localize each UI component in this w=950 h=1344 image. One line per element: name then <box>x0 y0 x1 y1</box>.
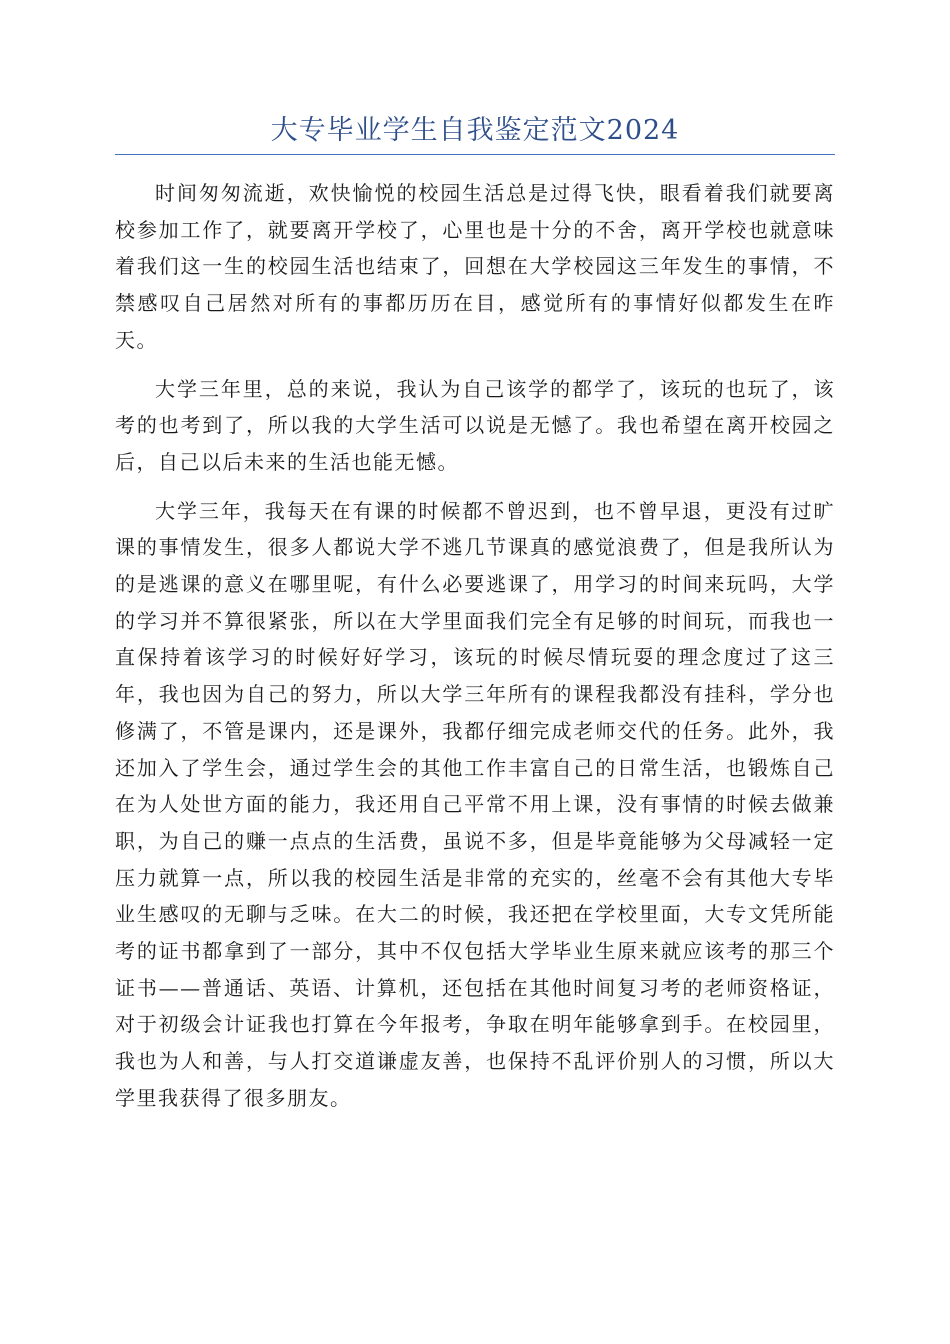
document-title: 大专毕业学生自我鉴定范文2024 <box>270 115 680 146</box>
paragraph-1: 时间匆匆流逝，欢快愉悦的校园生活总是过得飞快，眼看着我们就要离校参加工作了，就要离开学校了，心里也是十分的不舍，离开学校也就意味着我们这一生的校园生活也结束了，回想在大学校园这三年发生的事情，不禁感叹自己居然对所有的事都历历在目，感觉所有的事情好似都发生在昨天。 <box>115 181 835 352</box>
title-underline <box>115 154 835 155</box>
paragraph-3: 大学三年，我每天在有课的时候都不曾迟到，也不曾早退，更没有过旷课的事情发生，很多人都说大学不逃几节课真的感觉浪费了，但是我所认为的是逃课的意义在哪里呢，有什么必要逃课了，用学习的时间来玩吗，大学的学习并不算很紧张，所以在大学里面我们完全有足够的时间玩，而我也一直保持着该学习的时候好好学习，该玩的时候尽情玩耍的理念度过了这三年，我也因为自己的努力，所以大学三年所有的课程我都没有挂科，学分也修满了，不管是课内，还是课外，我都仔细完成老师交代的任务。此外，我还加入了学生会，通过学生会的其他工作丰富自己的日常生活，也锻炼自己在为人处世方面的能力，我还用自己平常不用上课，没有事情的时候去做兼职，为自己的赚一点点的生活费，虽说不多，但是毕竟能够为父母减轻一定压力就算一点，所以我的校园生活是非常的充实的，丝毫不会有其他大专毕业生感叹的无聊与乏味。在大二的时候，我还把在学校里面，大专文凭所能考的证书都拿到了一部分，其中不仅包括大学毕业生原来就应该考的那三个证书——普通话、英语、计算机，还包括在其他时间复习考的老师资格证，对于初级会计证我也打算在今年报考，争取在明年能够拿到手。在校园里，我也为人和善，与人打交道谦虚友善，也保持不乱评价别人的习惯，所以大学里我获得了很多朋友。 <box>115 498 835 1110</box>
document-body <box>115 175 835 1129</box>
paragraph-2: 大学三年里，总的来说，我认为自己该学的都学了，该玩的也玩了，该考的也考到了，所以我的大学生活可以说是无憾了。我也希望在离开校园之后，自己以后未来的生活也能无憾。 <box>115 376 835 474</box>
